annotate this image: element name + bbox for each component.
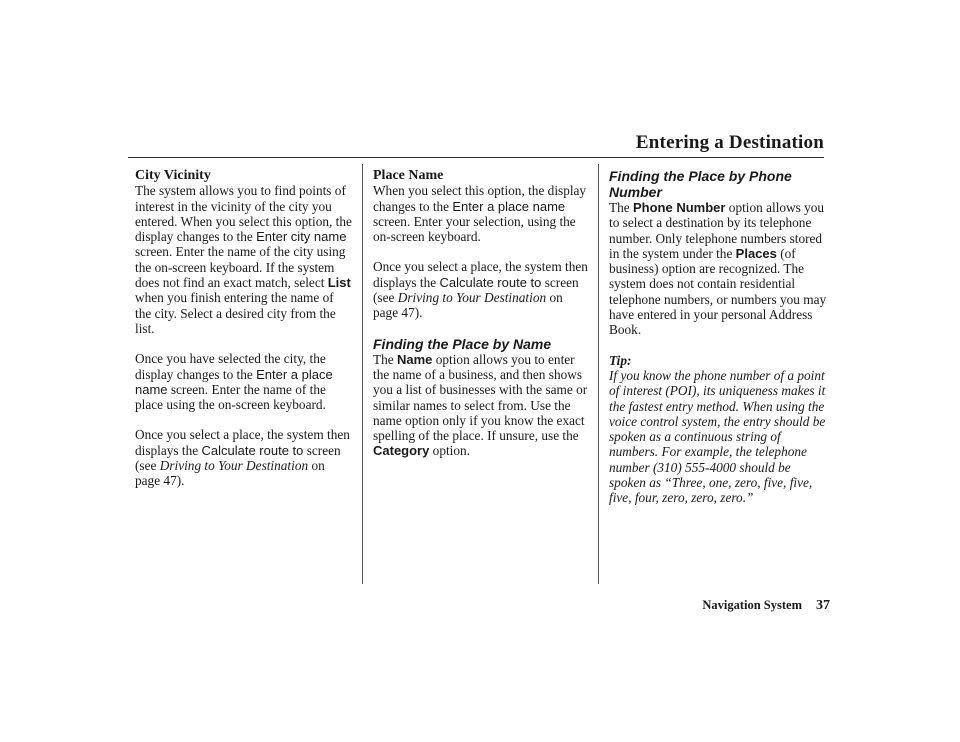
text: Once you select a place, the system then displays the	[373, 259, 588, 290]
ui-term-bold: Name	[397, 351, 433, 367]
column-phone-number	[609, 168, 827, 506]
paragraph	[373, 352, 589, 459]
column-divider-2	[598, 164, 599, 584]
column-city-vicinity	[135, 168, 353, 504]
text: when you finish entering the name of the city. Select a desired city from the list.	[135, 290, 336, 336]
heading-finding-by-phone: Finding the Place by Phone Number	[609, 168, 792, 200]
ui-term-bold: Places	[735, 245, 777, 261]
tip-label: Tip:	[609, 352, 632, 368]
ui-term: Calculate route to	[439, 274, 542, 290]
paragraph	[135, 351, 353, 412]
ui-term: Enter a place name	[452, 198, 566, 214]
paragraph	[135, 183, 353, 336]
paragraph	[609, 200, 827, 338]
ui-term: Calculate route to	[201, 442, 304, 458]
text: screen (see	[373, 274, 579, 306]
text: When you select this option, the display changes to the	[373, 183, 587, 214]
ui-term: Enter city name	[256, 229, 347, 245]
ui-term: Enter a place name	[135, 366, 333, 397]
text: The system allows you to find points of interest in the vicinity of the city you entered. When you select this option, the display changes to the	[135, 183, 352, 245]
text: on page 47).	[373, 290, 563, 321]
heading-place-name: Place Name	[373, 168, 444, 183]
page-number: 37	[816, 598, 830, 613]
footer-section: Navigation System	[702, 598, 802, 612]
heading-city-vicinity: City Vicinity	[135, 168, 211, 183]
ui-term-bold: List	[327, 275, 351, 291]
text: on page 47).	[135, 458, 325, 489]
text: Once you select a place, the system then displays the	[135, 427, 350, 458]
column-divider-1	[362, 164, 363, 584]
text: screen (see	[135, 442, 341, 474]
header-rule	[128, 157, 824, 158]
text: screen. Enter the name of the place using the on-screen keyboard.	[135, 381, 326, 413]
column-place-name	[373, 168, 589, 474]
ui-term-bold: Phone Number	[633, 200, 726, 215]
text: option.	[429, 443, 470, 459]
text: Once you have selected the city, the display changes to the	[135, 351, 326, 382]
cross-reference: Driving to Your Destination	[397, 290, 547, 306]
tip-text: If you know the phone number of a point of interest (POI), its uniqueness makes it the fastest entry method. When using the voice control system, the entry should be spoken as a continuous string of numbers. For example, the telephone number (310) 555-4000 should be spoken as “Three, one, zero, five, five, five, four, zero, zero, zero.”	[609, 367, 826, 506]
text: screen. Enter your selection, using the on-screen keyboard.	[373, 213, 576, 245]
text: option allows you to select a destination by its telephone number. Only telephone numbers stored in the system under the	[609, 200, 825, 261]
heading-finding-by-name: Finding the Place by Name	[373, 335, 552, 352]
text: The	[373, 351, 397, 367]
text: option allows you to enter the name of a business, and then shows you a list of businesses with the same or similar names to select from. Use the name option only if you know the exact spelling of the place. If unsure, use the	[373, 351, 588, 444]
page-footer	[702, 598, 830, 614]
paragraph	[135, 427, 353, 488]
paragraph	[373, 183, 589, 244]
cross-reference: Driving to Your Destination	[159, 458, 309, 474]
paragraph	[373, 259, 589, 320]
page-section-title: Entering a Destination	[635, 132, 824, 153]
text: (of business) option are recognized. The system does not contain residential telephone numbers, or numbers you may have entered in your personal Address Book.	[609, 245, 827, 338]
text: The	[609, 200, 633, 215]
text: screen. Enter the name of the city using the on-screen keyboard. If the system does not find an exact match, select	[135, 244, 346, 291]
ui-term-bold: Category	[373, 443, 430, 459]
